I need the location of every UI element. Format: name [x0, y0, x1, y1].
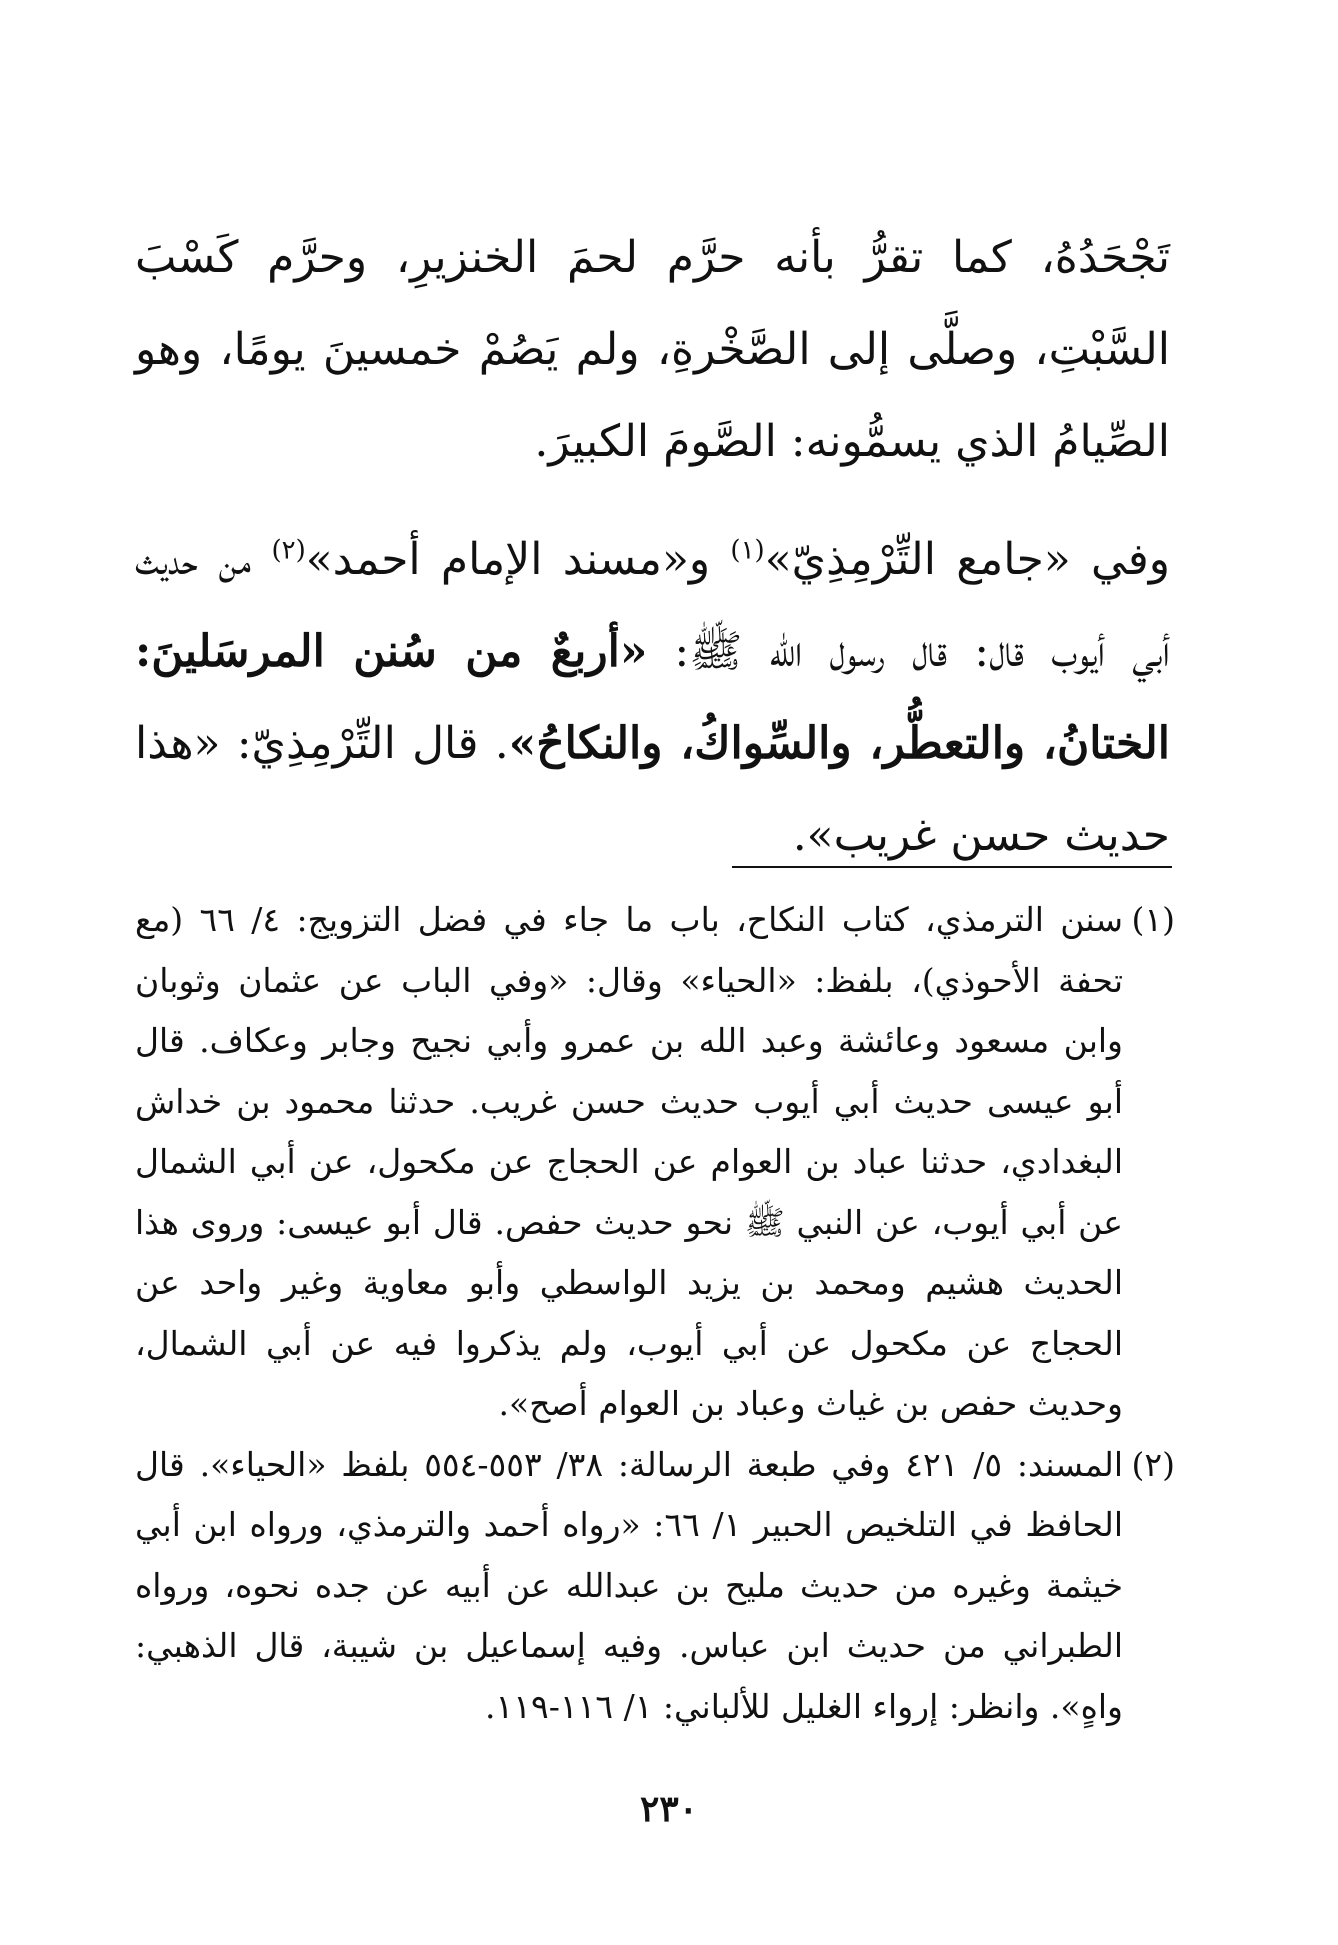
footnote-2 — [135, 1435, 1175, 1738]
paragraph-2-part-1: وفي «جامع التِّرْمِذِيّ» — [764, 534, 1170, 585]
paragraph-2 — [135, 514, 1170, 882]
page-number: ٢٣٠ — [639, 1788, 698, 1830]
footnote-2-number: (٢) — [1131, 1444, 1175, 1484]
paragraph-1: تَجْحَدُهُ، كما تقرُّ بأنه حرَّم لحمَ الخنزيرِ، وحرَّم كَسْبَ السَّبْتِ، وصلَّى إلى الصَّخْرةِ، ولم يَصُمْ خمسينَ يومًا، وهو الصِّيامُ الذي يسمُّونه: الصَّومَ الكبيرَ. — [135, 232, 1170, 467]
hadith-quote: «أربعٌ من سُنن المرسَلينَ: الختانُ، والتعطُّر، والسِّواكُ، والنكاحُ» — [135, 626, 1170, 769]
footnote-separator — [732, 866, 1172, 868]
footnote-2-text: المسند: ٥/ ٤٢١ وفي طبعة الرسالة: ٣٨/ ٥٥٣-٥٥٤ بلفظ «الحياء». قال الحافظ في التلخيص الحبير ١/ ٦٦: «رواه أحمد والترمذي، ورواه ابن أبي خيثمة وغيره من حديث مليح بن عبدالله عن أبيه عن جده نحوه، ورواه الطبراني من حديث ابن عباس. وفيه إسماعيل بن شيبة، قال الذهبي: واهٍ». وانظر: إرواء الغليل للألباني: ١/ ١١٦-١١٩. — [135, 1444, 1124, 1726]
footnote-1-text: سنن الترمذي، كتاب النكاح، باب ما جاء في فضل التزويج: ٤/ ٦٦ (مع تحفة الأحوذي)، بلفظ: «الحياء» وقال: «وفي الباب عن عثمان وثوبان وابن مسعود وعائشة وعبد الله بن عمرو وأبي نجيح وجابر وعكاف. قال أبو عيسى حديث أبي أيوب حديث حسن غريب. حدثنا محمود بن خداش البغدادي، حدثنا عباد بن العوام عن الحجاج عن مكحول، عن أبي الشمال عن أبي أيوب، عن النبي ﷺ نحو حديث حفص. قال أبو عيسى: وروى هذا الحديث هشيم ومحمد بن يزيد الواسطي وأبو معاوية وغير واحد عن الحجاج عن مكحول عن أبي أيوب، ولم يذكروا فيه عن أبي الشمال، وحديث حفص بن غياث وعباد بن العوام أصح». — [135, 900, 1123, 1423]
footnote-1 — [135, 890, 1175, 1435]
footnotes — [135, 890, 1175, 1737]
footnote-ref-2[interactable]: (٢) — [271, 535, 306, 566]
paragraph-2-part-3: من حديث أبي أيوب قال: قال رسول الله ﷺ: — [135, 534, 1170, 677]
footnote-ref-1[interactable]: (١) — [730, 535, 765, 566]
footnote-1-number: (١) — [1131, 900, 1175, 939]
paragraph-2-part-2: و«مسند الإمام أحمد» — [305, 534, 731, 585]
paragraph-2-part-4: . قال التِّرْمِذِيّ: «هذا حديث حسن غريب». — [135, 718, 1170, 861]
main-text — [135, 212, 1170, 882]
